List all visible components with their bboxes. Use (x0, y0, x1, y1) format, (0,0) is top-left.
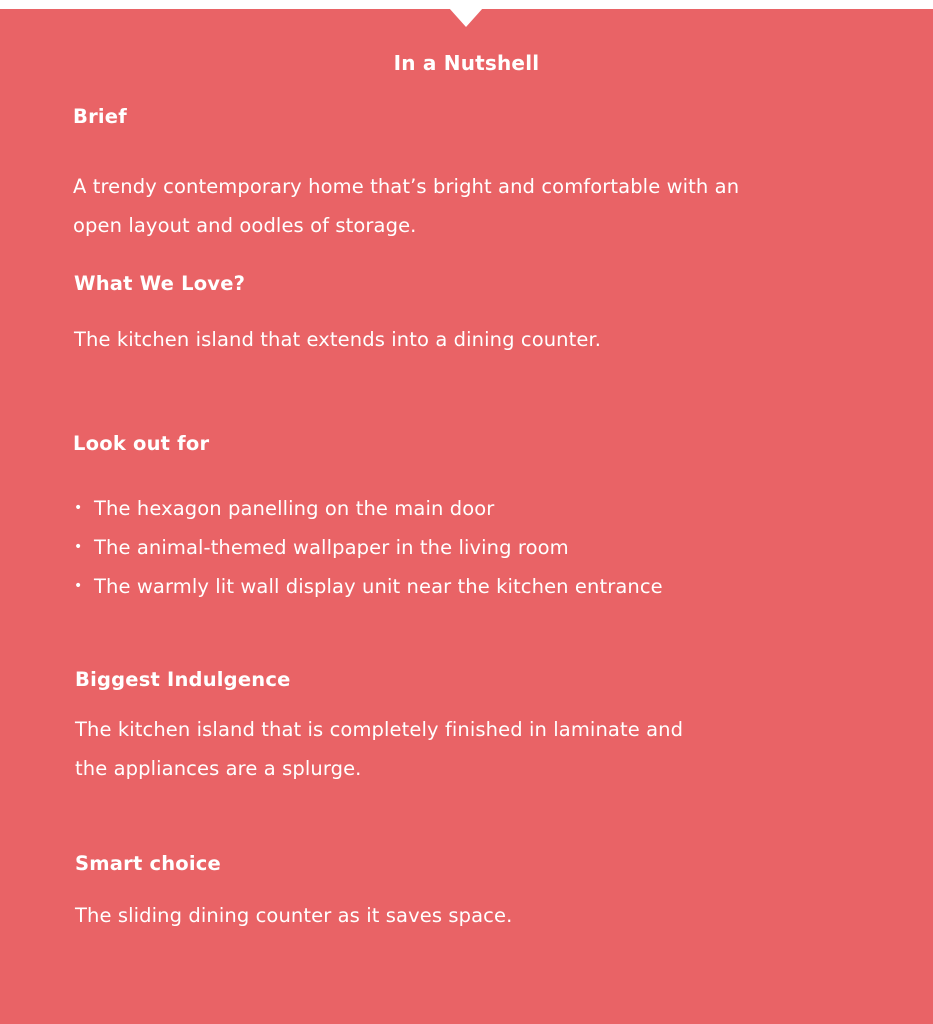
bullet-icon: • (74, 539, 83, 555)
what-we-love-heading: What We Love? (74, 272, 246, 295)
bullet-icon: • (74, 578, 83, 594)
list-item-text: The warmly lit wall display unit near the kitchen entrance (94, 575, 663, 598)
smart-choice-text: The sliding dining counter as it saves space. (75, 904, 513, 927)
look-out-for-list (73, 489, 663, 606)
list-item (73, 528, 663, 567)
biggest-indulgence-line-1: The kitchen island that is completely finished in laminate and (75, 718, 684, 741)
brief-line-2: open layout and oodles of storage. (73, 214, 417, 237)
brief-line-1: A trendy contemporary home that’s bright and comfortable with an (73, 175, 740, 198)
list-item (73, 567, 663, 606)
biggest-indulgence-heading: Biggest Indulgence (75, 668, 291, 691)
list-item-text: The animal-themed wallpaper in the living room (94, 536, 569, 559)
brief-heading: Brief (73, 105, 127, 128)
look-out-for-heading: Look out for (73, 432, 210, 455)
panel-notch (449, 8, 483, 27)
list-item (73, 489, 663, 528)
bullet-icon: • (74, 500, 83, 516)
list-item-text: The hexagon panelling on the main door (94, 497, 495, 520)
what-we-love-text: The kitchen island that extends into a dining counter. (74, 328, 602, 351)
smart-choice-heading: Smart choice (75, 852, 221, 875)
biggest-indulgence-line-2: the appliances are a splurge. (75, 757, 362, 780)
nutshell-panel (0, 9, 933, 1024)
panel-title: In a Nutshell (393, 51, 540, 75)
brief-text (73, 167, 739, 245)
biggest-indulgence-text (75, 710, 683, 788)
